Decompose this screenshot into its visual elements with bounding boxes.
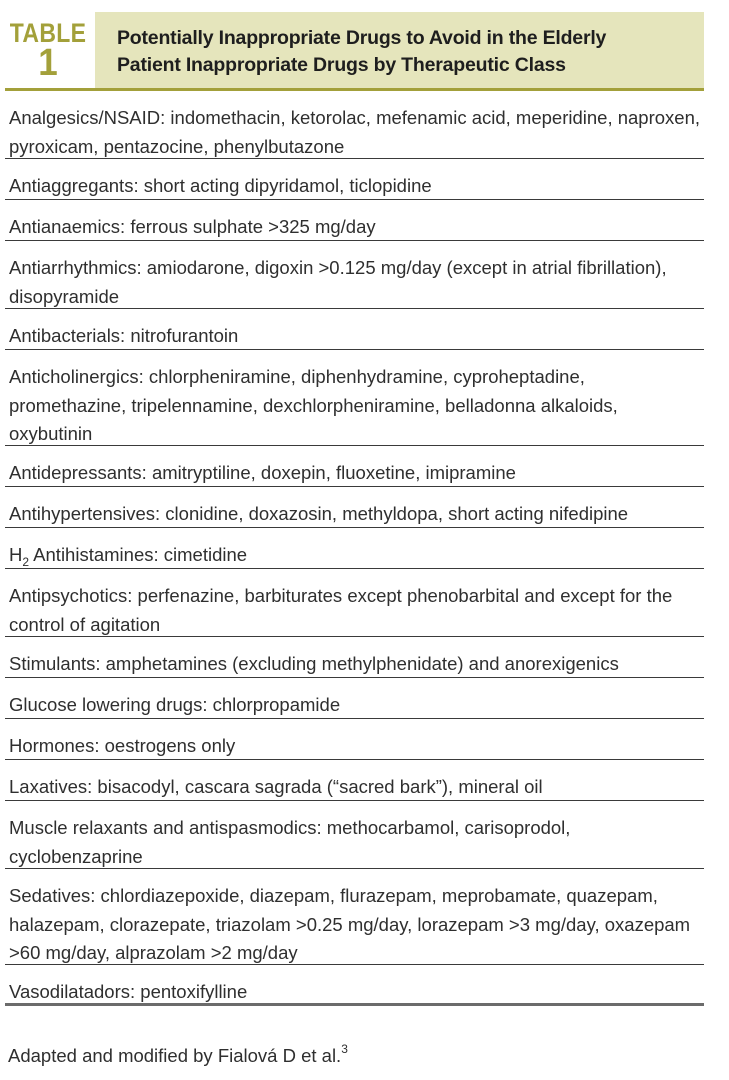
table-row-antihypertensives: Antihypertensives: clonidine, doxazosin, methyldopa, short acting nifedipine <box>5 487 704 528</box>
table-row-vasodilatadors: Vasodilatadors: pentoxifylline <box>5 965 704 1006</box>
h2-prefix: H <box>9 544 23 565</box>
table-row-hormones: Hormones: oestrogens only <box>5 719 704 760</box>
source-footnote <box>8 1041 348 1067</box>
table-row-sedatives: Sedatives: chlordiazepoxide, diazepam, flurazepam, meprobamate, quazepam, halazepam, clorazepate, triazolam >0.25 mg/day, lorazepam >3 mg/day, oxazepam >60 mg/day, alprazolam >2 mg/day <box>5 869 704 965</box>
table-row-analgesics: Analgesics/NSAID: indomethacin, ketorolac, mefenamic acid, meperidine, naproxen, pyroxicam, pentazocine, phenylbutazone <box>5 91 704 159</box>
table-row-antiarrhythmics: Antiarrhythmics: amiodarone, digoxin >0.125 mg/day (except in atrial fibrillation), disopyramide <box>5 241 704 309</box>
table-label <box>5 12 91 90</box>
h2-antihistamines-text: Antihistamines: cimetidine <box>29 544 248 565</box>
footnote-text: Adapted and modified by Fialová D et al. <box>8 1045 342 1066</box>
table-label-word: TABLE <box>9 17 87 48</box>
table-title <box>117 25 697 79</box>
table-row-stimulants: Stimulants: amphetamines (excluding methylphenidate) and anorexigenics <box>5 637 704 678</box>
table-row-antianaemics: Antianaemics: ferrous sulphate >325 mg/day <box>5 200 704 241</box>
table-row-antipsychotics: Antipsychotics: perfenazine, barbiturates except phenobarbital and except for the control of agitation <box>5 569 704 637</box>
table-row-glucose-lowering: Glucose lowering drugs: chlorpropamide <box>5 678 704 719</box>
table-row-antibacterials: Antibacterials: nitrofurantoin <box>5 309 704 350</box>
h2-subscript: 2 <box>22 555 30 569</box>
footnote-reference: 3 <box>341 1041 348 1056</box>
drug-class-list <box>5 91 704 1006</box>
table-header <box>5 12 704 90</box>
table-row-muscle-relaxants: Muscle relaxants and antispasmodics: methocarbamol, carisoprodol, cyclobenzaprine <box>5 801 704 869</box>
table-row-antiaggregants: Antiaggregants: short acting dipyridamol, ticlopidine <box>5 159 704 200</box>
table-row-laxatives: Laxatives: bisacodyl, cascara sagrada (“sacred bark”), mineral oil <box>5 760 704 801</box>
table-number: 1 <box>38 41 58 84</box>
table-row-anticholinergics: Anticholinergics: chlorpheniramine, diphenhydramine, cyproheptadine, promethazine, tripelennamine, dexchlorpheniramine, belladonna alkaloids, oxybutinin <box>5 350 704 446</box>
table-title-box <box>95 12 704 88</box>
table-title-line-2: Patient Inappropriate Drugs by Therapeutic Class <box>117 54 566 76</box>
table-row-h2-antihistamines <box>5 528 704 569</box>
table-row-antidepressants: Antidepressants: amitryptiline, doxepin, fluoxetine, imipramine <box>5 446 704 487</box>
table-title-line-1: Potentially Inappropriate Drugs to Avoid in the Elderly <box>117 27 607 49</box>
